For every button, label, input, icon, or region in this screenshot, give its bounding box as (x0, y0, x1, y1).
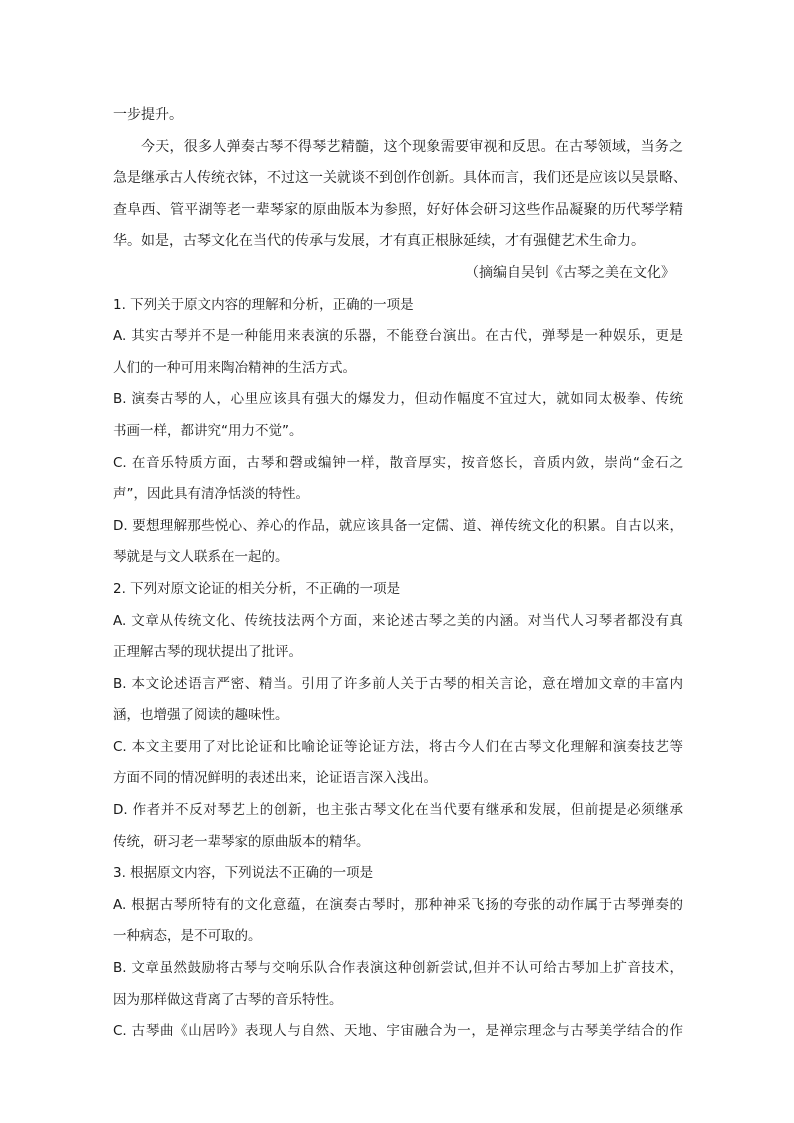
option-b-line: 涵，也增强了阅读的趣味性。 (113, 707, 289, 724)
option-c-line: C. 本文主要用了对比论证和比喻论证等论证方法，将古今人们在古琴文化理解和演奏技艺等 (113, 738, 683, 755)
question-2 (113, 574, 683, 858)
passage-line: 一步提升。 (113, 107, 183, 123)
option-d-line: 琴就是与文人联系在一起的。 (113, 549, 289, 566)
question-3 (113, 858, 683, 1048)
question-stem: 2. 下列对原文论证的相关分析，不正确的一项是 (113, 580, 401, 597)
question-stem: 3. 根据原文内容，下列说法不正确的一项是 (113, 865, 374, 882)
passage-line: 今天，很多人弹奏古琴不得琴艺精髓，这个现象需要审视和反思。在古琴领域，当务之 (141, 138, 683, 155)
option-b-line: B. 演奏古琴的人，心里应该具有强大的爆发力，但动作幅度不宜过大，就如同太极拳、传统 (113, 391, 683, 408)
passage-line: 查阜西、管平湖等老一辈琴家的原曲版本为参照，好好体会研习这些作品凝聚的历代琴学精 (113, 201, 683, 218)
option-a-line: 正理解古琴的现状提出了批评。 (113, 644, 302, 661)
question-stem: 1. 下列关于原文内容的理解和分析，正确的一项是 (113, 296, 414, 313)
option-a-line: 人们的一种可用来陶冶精神的生活方式。 (113, 359, 356, 376)
passage-line: 急是继承古人传统衣钵，不过这一关就谈不到创作创新。具体而言，我们还是应该以吴景略、 (113, 170, 687, 187)
option-b-line: B. 文章虽然鼓励将古琴与交响乐队合作表演这种创新尝试,但并不认可给古琴加上扩音技术， (113, 960, 683, 977)
option-b-line: B. 本文论述语言严密、精当。引用了许多前人关于古琴的相关言论，意在增加文章的丰富内 (113, 675, 683, 692)
option-d-line: 传统，研习老一辈琴家的原曲版本的精华。 (113, 833, 370, 850)
option-b-line: 因为那样做这背离了古琴的音乐特性。 (113, 991, 343, 1008)
passage-line: 华。如是，古琴文化在当代的传承与发展，才有真正根脉延续，才有强健艺术生命力。 (113, 233, 645, 250)
option-b-line: 书画一样，都讲究“用力不觉”。 (113, 422, 303, 439)
option-c-line: C. 古琴曲《山居吟》表现人与自然、天地、宇宙融合为一，是禅宗理念与古琴美学结合的作 (113, 1023, 683, 1040)
option-a-line: A. 其实古琴并不是一种能用来表演的乐器，不能登台演出。在古代，弹琴是一种娱乐，更是 (113, 328, 683, 345)
option-d-line: D. 作者并不反对琴艺上的创新，也主张古琴文化在当代要有继承和发展，但前提是必须继承 (113, 802, 683, 819)
option-c-line: C. 在音乐特质方面，古琴和磬或编钟一样，散音厚实，按音悠长，音质内敛，崇尚“金石之 (113, 454, 683, 471)
question-1 (113, 290, 683, 574)
option-a-line: 一种病态，是不可取的。 (113, 928, 262, 945)
source-citation: （摘编自吴钊《古琴之美在文化》 (465, 264, 675, 281)
option-a-line: A. 文章从传统文化、传统技法两个方面，来论述古琴之美的内涵。对当代人习琴者都没有真 (113, 612, 683, 629)
option-a-line: A. 根据古琴所特有的文化意蕴，在演奏古琴时，那种神采飞扬的夸张的动作属于古琴弹奏的 (113, 896, 683, 913)
page-content (113, 100, 687, 1048)
option-d-line: D. 要想理解那些悦心、养心的作品，就应该具备一定儒、道、禅传统文化的积累。自古以来， (113, 517, 683, 534)
option-c-line: 方面不同的情况鲜明的表述出来，论证语言深入浅出。 (113, 770, 437, 787)
passage (113, 100, 687, 290)
option-c-line: 声”，因此具有清净恬淡的特性。 (113, 486, 309, 503)
